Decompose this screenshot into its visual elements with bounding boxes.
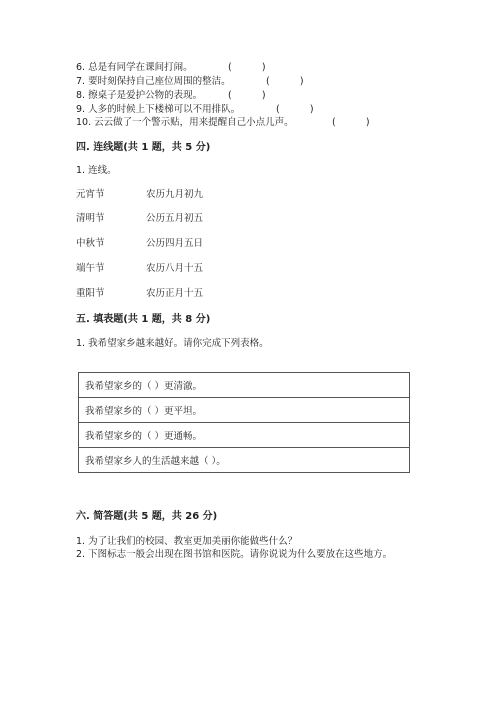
answer-parens[interactable]: ( ) bbox=[266, 76, 304, 87]
item-text: 9. 人多的时候上下楼梯可以不用排队。 bbox=[76, 104, 241, 115]
answer-parens[interactable]: ( ) bbox=[228, 62, 266, 73]
table-cell[interactable]: 我希望家乡人的生活越来越（ ）。 bbox=[79, 448, 410, 473]
festival-item[interactable]: 清明节 bbox=[76, 213, 105, 224]
festival-item[interactable]: 端午节 bbox=[76, 263, 105, 274]
festival-item[interactable]: 元宵节 bbox=[76, 189, 105, 200]
true-false-item-8 bbox=[76, 90, 266, 102]
table-row bbox=[79, 398, 410, 423]
fill-table-question: 1. 我希望家乡越来越好。请你完成下列表格。 bbox=[76, 338, 269, 349]
section-title-short-answer: 六. 简答题(共 5 题，共 26 分) bbox=[76, 511, 218, 522]
date-item[interactable]: 公历五月初五 bbox=[146, 213, 204, 224]
table-cell[interactable]: 我希望家乡的（ ）更清澈。 bbox=[79, 373, 410, 398]
true-false-item-10 bbox=[76, 117, 370, 129]
true-false-item-7 bbox=[76, 76, 304, 88]
date-item[interactable]: 农历正月十五 bbox=[146, 288, 204, 299]
short-answer-question-2: 2. 下图标志一般会出现在图书馆和医院。请你说说为什么要放在这些地方。 bbox=[76, 549, 393, 560]
date-item[interactable]: 农历八月十五 bbox=[146, 263, 204, 274]
date-item[interactable]: 公历四月五日 bbox=[146, 238, 204, 249]
answer-parens[interactable]: ( ) bbox=[228, 90, 266, 101]
matching-question: 1. 连线。 bbox=[76, 165, 117, 176]
festival-item[interactable]: 重阳节 bbox=[76, 288, 105, 299]
answer-parens[interactable]: ( ) bbox=[276, 104, 314, 115]
table-cell[interactable]: 我希望家乡的（ ）更平坦。 bbox=[79, 398, 410, 423]
item-text: 10. 云云做了一个警示贴，用来提醒自己小点儿声。 bbox=[76, 117, 294, 128]
section-title-fill-table: 五. 填表题(共 1 题，共 8 分) bbox=[76, 314, 211, 325]
table-row bbox=[79, 373, 410, 398]
item-text: 6. 总是有同学在课间打闹。 bbox=[76, 62, 193, 73]
table-row bbox=[79, 448, 410, 473]
table-row bbox=[79, 423, 410, 448]
true-false-item-9 bbox=[76, 104, 314, 116]
date-item[interactable]: 农历九月初九 bbox=[146, 189, 204, 200]
table-cell[interactable]: 我希望家乡的（ ）更通畅。 bbox=[79, 423, 410, 448]
section-title-matching: 四. 连线题(共 1 题，共 5 分) bbox=[76, 142, 211, 153]
answer-parens[interactable]: ( ) bbox=[332, 117, 370, 128]
fill-table bbox=[78, 372, 410, 473]
short-answer-question-1: 1. 为了让我们的校园、教室更加美丽你能做些什么？ bbox=[76, 536, 298, 547]
item-text: 8. 擦桌子是爱护公物的表现。 bbox=[76, 90, 203, 101]
true-false-item-6 bbox=[76, 62, 266, 74]
festival-item[interactable]: 中秋节 bbox=[76, 238, 105, 249]
item-text: 7. 要时刻保持自己座位周围的整洁。 bbox=[76, 76, 231, 87]
